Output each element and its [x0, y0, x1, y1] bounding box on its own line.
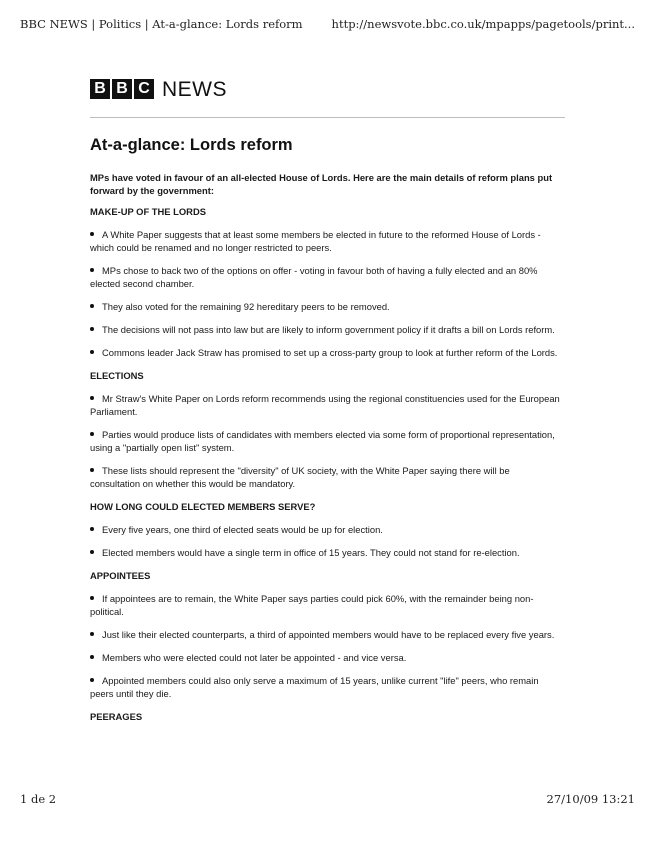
- bullet-item: [90, 323, 560, 336]
- print-timestamp: 27/10/09 13:21: [546, 792, 635, 806]
- bullet-item: [90, 464, 560, 490]
- bullet-item: [90, 674, 560, 700]
- bullet-text: If appointees are to remain, the White Paper says parties could pick 60%, with the remainder being non-political.: [90, 593, 534, 617]
- bullet-icon: [90, 550, 94, 554]
- section-heading: MAKE-UP OF THE LORDS: [90, 206, 206, 217]
- bullet-icon: [90, 596, 94, 600]
- bullet-text: Members who were elected could not later be appointed - and vice versa.: [102, 652, 407, 663]
- bullet-icon: [90, 468, 94, 472]
- bullet-item: [90, 546, 560, 559]
- bullet-text: Elected members would have a single term in office of 15 years. They could not stand for re-election.: [102, 547, 520, 558]
- header-divider: [90, 117, 565, 118]
- logo-letter: B: [90, 79, 110, 99]
- section-heading: PEERAGES: [90, 711, 143, 722]
- article-title: At-a-glance: Lords reform: [90, 136, 293, 154]
- bullet-icon: [90, 396, 94, 400]
- bbc-news-logo: [90, 78, 227, 100]
- bullet-icon: [90, 527, 94, 531]
- logo-letter: B: [112, 79, 132, 99]
- bullet-icon: [90, 327, 94, 331]
- article-body: [90, 135, 560, 733]
- print-header-title: BBC NEWS | Politics | At-a-glance: Lords reform: [20, 17, 303, 31]
- page-number: 1 de 2: [20, 792, 57, 806]
- bullet-text: The decisions will not pass into law but are likely to inform government policy if it drafts a bill on Lords reform.: [102, 324, 555, 335]
- logo-word: NEWS: [162, 77, 227, 101]
- bullet-item: [90, 628, 560, 641]
- bullet-item: [90, 428, 560, 454]
- bullet-icon: [90, 632, 94, 636]
- bullet-text: Commons leader Jack Straw has promised to set up a cross-party group to look at further reform of the Lords.: [102, 347, 558, 358]
- bullet-text: Every five years, one third of elected seats would be up for election.: [102, 524, 383, 535]
- bullet-item: [90, 392, 560, 418]
- article-intro: MPs have voted in favour of an all-elected House of Lords. Here are the main details of reform plans put forward by the government:: [90, 172, 553, 196]
- bullet-item: [90, 523, 560, 536]
- bullet-icon: [90, 304, 94, 308]
- bullet-item: [90, 228, 560, 254]
- bullet-icon: [90, 232, 94, 236]
- bullet-text: Parties would produce lists of candidates with members elected via some form of proportional representation, using a "partially open list" system.: [90, 429, 555, 453]
- bullet-item: [90, 592, 560, 618]
- bullet-item: [90, 264, 560, 290]
- bullet-text: Just like their elected counterparts, a third of appointed members would have to be replaced every five years.: [102, 629, 555, 640]
- print-header: [20, 17, 635, 33]
- bullet-icon: [90, 678, 94, 682]
- bullet-text: They also voted for the remaining 92 hereditary peers to be removed.: [102, 301, 390, 312]
- bullet-text: A White Paper suggests that at least some members be elected in future to the reformed House of Lords - which could be renamed and no longer restricted to peers.: [90, 229, 541, 253]
- bullet-icon: [90, 268, 94, 272]
- bullet-item: [90, 300, 560, 313]
- print-header-url: http://newsvote.bbc.co.uk/mpapps/pagetools/print...: [331, 17, 635, 31]
- bullet-text: Mr Straw's White Paper on Lords reform recommends using the regional constituencies used for the European Parliament.: [90, 393, 560, 417]
- logo-letter: C: [134, 79, 154, 99]
- section-heading: HOW LONG COULD ELECTED MEMBERS SERVE?: [90, 501, 316, 512]
- bullet-text: MPs chose to back two of the options on offer - voting in favour both of having a fully elected and an 80% elected second chamber.: [90, 265, 538, 289]
- section-heading: APPOINTEES: [90, 570, 151, 581]
- bullet-text: These lists should represent the "diversity" of UK society, with the White Paper saying there will be consultation on whether this would be mandatory.: [90, 465, 510, 489]
- bullet-item: [90, 651, 560, 664]
- section-heading: ELECTIONS: [90, 370, 144, 381]
- bullet-icon: [90, 350, 94, 354]
- bullet-text: Appointed members could also only serve a maximum of 15 years, unlike current "life" peers, who remain peers until they die.: [90, 675, 539, 699]
- article-sections: [90, 205, 560, 723]
- bullet-icon: [90, 432, 94, 436]
- print-footer: [20, 792, 635, 808]
- bullet-item: [90, 346, 560, 359]
- bullet-icon: [90, 655, 94, 659]
